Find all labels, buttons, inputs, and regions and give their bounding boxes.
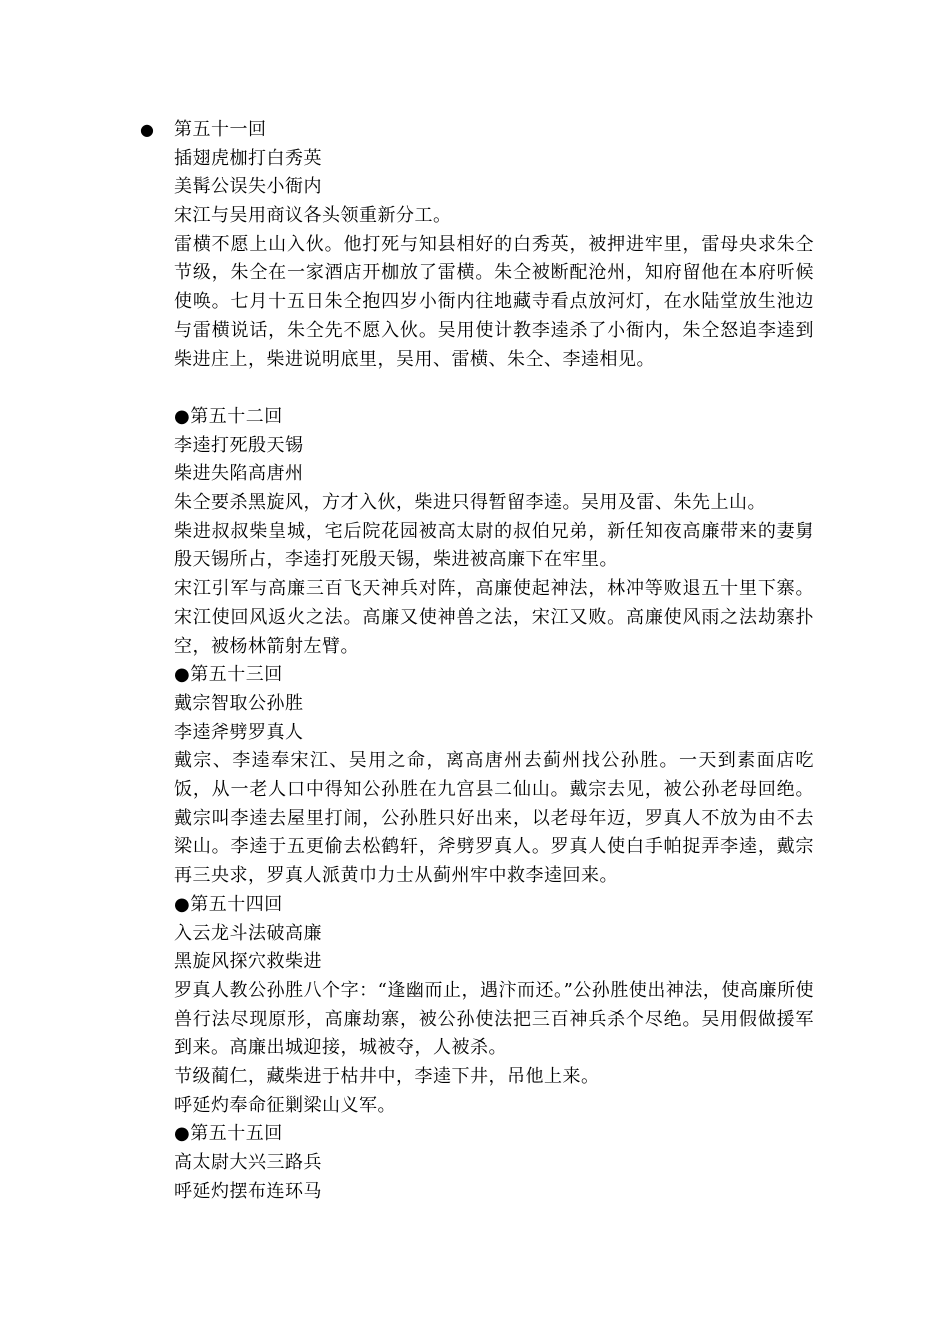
chapter-title: 高太尉大兴三路兵	[174, 1152, 322, 1174]
chapter-paragraph: 雷横不愿上山入伙。他打死与知县相好的白秀英，被押进牢里，雷母央求朱仝节级，朱仝在一家酒店开枷放了雷横。朱仝被断配沧州，知府留他在本府听候使唤。七月十五日朱仝抱四岁小衙内往地藏寺看点放河灯，在水陆堂放生池边与雷横说话，朱仝先不愿入伙。吴用使计教李逵杀了小衙内，朱仝怒追李逵到柴进庄上，柴进说明底里，吴用、雷横、朱仝、李逵相见。	[174, 233, 814, 370]
chapter-paragraph: 罗真人教公孙胜八个字：“逢幽而止，遇汴而还。”公孙胜使出神法，使高廉所使兽行法尽现原形，高廉劫寨，被公孙使法把三百神兵杀个尽绝。吴用假做援军到来。高廉出城迎接，城被夺，人被杀。	[174, 979, 814, 1059]
chapter-paragraph: 呼延灼奉命征剿梁山义军。	[174, 1094, 396, 1116]
chapter-paragraph: 朱仝要杀黑旋风，方才入伙，柴进只得暂留李逵。吴用及雷、朱先上山。	[174, 492, 766, 514]
chapter-title: 呼延灼摆布连环马	[174, 1180, 322, 1202]
chapter-paragraph: 宋江与吴用商议各头领重新分工。	[174, 205, 452, 227]
bullet-icon: ●	[140, 120, 154, 139]
chapter-title: 柴进失陷高唐州	[174, 463, 304, 485]
chapter-title: 李逵打死殷天锡	[174, 434, 304, 456]
chapter-paragraph: 戴宗、李逵奉宋江、吴用之命，离高唐州去蓟州找公孙胜。一天到素面店吃饭，从一老人口中得知公孙胜在九宫县二仙山。戴宗去见，被公孙老母回绝。戴宗叫李逵去屋里打闹，公孙胜只好出来，以老母年迈，罗真人不放为由不去梁山。李逵于五更偷去松鹤轩，斧劈罗真人。罗真人使白手帕捉弄李逵，戴宗再三央求，罗真人派黄巾力士从蓟州牢中救李逵回来。	[174, 750, 814, 887]
chapter-heading: ●第五十二回	[174, 405, 283, 427]
chapter-paragraph: 节级蔺仁，藏柴进于枯井中，李逵下井，吊他上来。	[174, 1066, 600, 1087]
chapter-title: 入云龙斗法破高廉	[174, 922, 322, 944]
chapter-title: 黑旋风探穴救柴进	[174, 951, 322, 973]
chapter-title: 美髯公误失小衙内	[174, 176, 322, 198]
chapter-paragraph: 柴进叔叔柴皇城，宅后院花园被高太尉的叔伯兄弟，新任知夜高廉带来的妻舅殷天锡所占，李逵打死殷天锡，柴进被高廉下在牢里。	[174, 520, 814, 571]
blank-line	[174, 374, 814, 403]
chapter-heading: 第五十一回	[174, 119, 267, 140]
chapter-title: 插翅虎枷打白秀英	[174, 147, 322, 169]
chapter-title: 戴宗智取公孙胜	[174, 692, 304, 714]
chapter-paragraph: 宋江引军与高廉三百飞天神兵对阵，高廉使起神法，林冲等败退五十里下寨。宋江使回风返火之法。高廉又使神兽之法，宋江又败。高廉使风雨之法劫寨扑空，被杨林箭射左臂。	[174, 578, 814, 657]
document-body	[174, 116, 814, 1206]
chapter-title: 李逵斧劈罗真人	[174, 721, 304, 743]
chapter-heading: ●第五十五回	[174, 1123, 283, 1145]
chapter-heading: ●第五十三回	[174, 664, 283, 686]
chapter-heading: ●第五十四回	[174, 893, 283, 915]
